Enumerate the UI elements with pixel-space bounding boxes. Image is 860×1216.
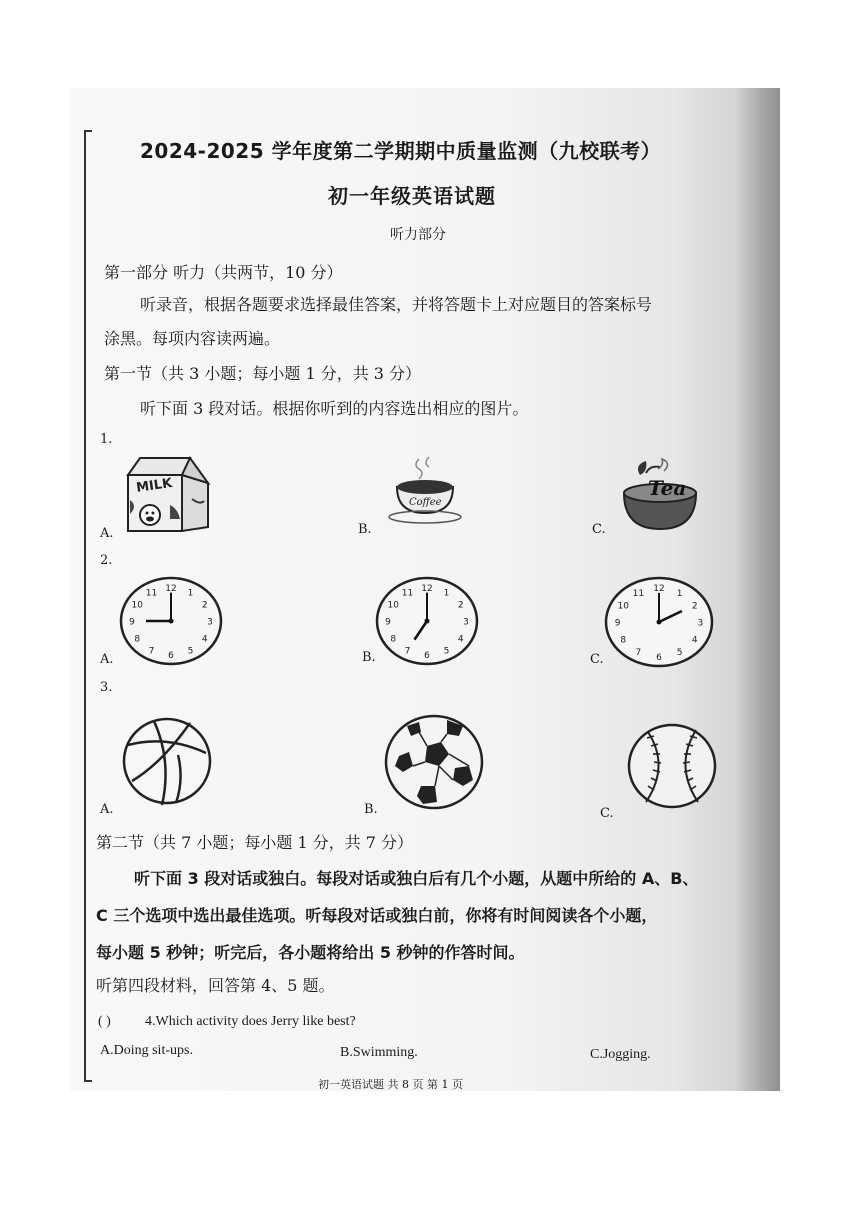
clock-center: [425, 619, 430, 624]
section2-instruction-line1: 听下面 3 段对话或独白。每段对话或独白后有几个小题，从题中所给的 A、B、: [134, 869, 699, 888]
clock-number: 9: [129, 617, 135, 628]
clock-number: 10: [617, 601, 629, 612]
clock-number: 7: [148, 646, 155, 657]
part1-heading: 第一部分 听力（共两节，10 分）: [104, 263, 343, 282]
clock-number: 5: [187, 646, 194, 657]
clock-number: 7: [635, 648, 642, 659]
clock-number: 2: [691, 601, 698, 612]
clock-number: 2: [457, 600, 464, 611]
clock-number: 8: [134, 634, 141, 645]
q1-option-b-label: B.: [358, 522, 372, 537]
clock-number: 1: [676, 588, 683, 599]
page-footer: 初一英语试题 共 8 页 第 1 页: [318, 1078, 463, 1091]
clock-number: 8: [620, 635, 627, 646]
part1-instruction-line2: 涂黑。每项内容读两遍。: [104, 329, 281, 348]
q2-option-b-label: B.: [362, 650, 376, 665]
clock-number: 12: [653, 584, 665, 595]
q1-option-c-label: C.: [592, 522, 606, 537]
clock-number: 11: [401, 588, 414, 599]
q3-option-a-label: A.: [100, 802, 114, 817]
clock-b-icon: [374, 575, 480, 667]
exam-title: 2024-2025 学年度第二学期期中质量监测（九校联考）: [140, 139, 662, 163]
section1-heading: 第一节（共 3 小题；每小题 1 分，共 3 分）: [104, 364, 422, 383]
q4-option-b: B.Swimming.: [340, 1045, 418, 1060]
basketball-icon: [118, 715, 216, 807]
section2-instruction-line2: C 三个选项中选出最佳选项。听每段对话或独白前，你将有时间阅读各个小题，: [96, 906, 658, 925]
q4-question: 4.Which activity does Jerry like best?: [145, 1014, 356, 1029]
clock-a-icon: [118, 575, 224, 667]
q3-option-c-label: C.: [600, 806, 614, 821]
clock-number: 12: [165, 583, 177, 594]
q3-option-b-label: B.: [364, 802, 378, 817]
section2-instruction-line3: 每小题 5 秒钟；听完后，各小题将给出 5 秒钟的作答时间。: [96, 943, 525, 962]
clock-number: 5: [676, 648, 683, 659]
soccer-ball-icon: [383, 714, 485, 810]
section-label: 听力部分: [390, 227, 446, 243]
clock-number: 7: [404, 646, 411, 657]
clock-center: [169, 619, 174, 624]
clock-number: 6: [424, 651, 430, 662]
baseball-icon: [626, 722, 718, 810]
part1-instruction-line1: 听录音，根据各题要求选择最佳答案，并将答题卡上对应题目的答案标号: [140, 295, 653, 314]
tea-label: Tea: [648, 476, 687, 500]
clock-number: 4: [201, 634, 208, 645]
question-1-number: 1.: [100, 432, 113, 447]
clock-number: 4: [457, 634, 464, 645]
q4-answer-bracket[interactable]: ( ): [98, 1014, 111, 1029]
clock-number: 5: [443, 646, 450, 657]
clock-center: [657, 620, 662, 625]
q4-option-a: A.Doing sit-ups.: [100, 1043, 193, 1058]
question-3-number: 3.: [100, 680, 113, 695]
tea-bowl-icon: [618, 455, 703, 535]
question-2-number: 2.: [100, 553, 113, 568]
clock-number: 4: [691, 635, 698, 646]
q2-option-c-label: C.: [590, 652, 604, 667]
clock-c-icon: [603, 575, 715, 669]
milk-carton-label: MILK: [135, 475, 174, 496]
clock-number: 12: [421, 583, 433, 594]
clock-number: 10: [387, 600, 399, 611]
clock-number: 3: [463, 617, 469, 628]
clock-number: 11: [145, 588, 158, 599]
coffee-label: Coffee: [409, 497, 442, 508]
clock-number: 3: [697, 618, 704, 629]
binding-line: [84, 130, 92, 1082]
q2-option-a-label: A.: [100, 652, 114, 667]
q1-option-a-label: A.: [100, 526, 114, 541]
section2-heading: 第二节（共 7 小题；每小题 1 分，共 7 分）: [96, 833, 414, 852]
scan-shadow: [735, 88, 780, 1091]
clock-number: 2: [201, 600, 208, 611]
material-heading: 听第四段材料，回答第 4、5 题。: [96, 976, 335, 995]
clock-number: 9: [614, 618, 621, 629]
section1-instruction: 听下面 3 段对话。根据你听到的内容选出相应的图片。: [140, 399, 529, 418]
clock-number: 6: [168, 651, 174, 662]
milk-carton-icon: [120, 455, 215, 535]
clock-number: 1: [187, 588, 194, 599]
clock-number: 10: [131, 600, 143, 611]
exam-subtitle: 初一年级英语试题: [328, 184, 496, 208]
clock-number: 6: [656, 652, 662, 663]
clock-number: 9: [385, 617, 391, 628]
clock-number: 11: [632, 588, 645, 599]
coffee-cup-icon: [385, 455, 465, 525]
clock-number: 3: [207, 617, 213, 628]
clock-number: 8: [390, 634, 397, 645]
q4-option-c: C.Jogging.: [590, 1047, 651, 1062]
clock-number: 1: [443, 588, 450, 599]
